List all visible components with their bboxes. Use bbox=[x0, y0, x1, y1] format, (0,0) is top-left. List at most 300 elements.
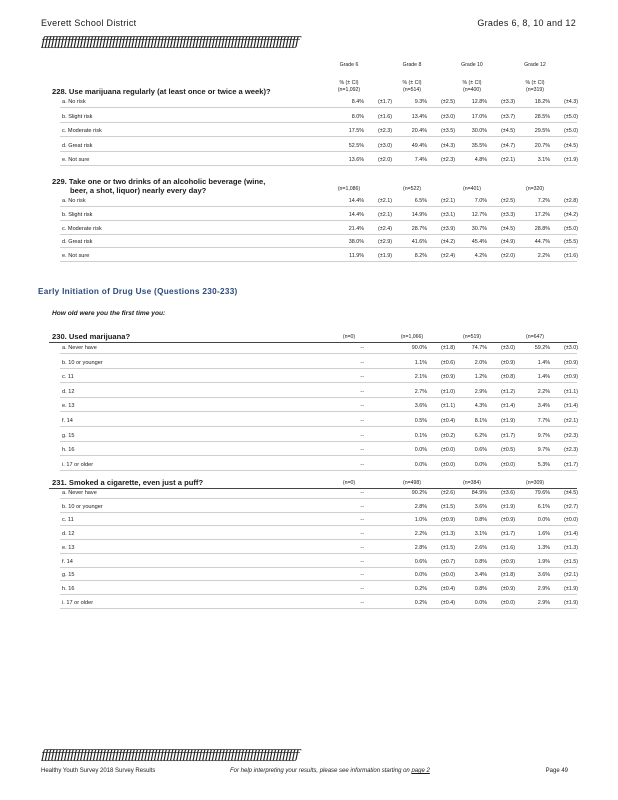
sample-size: (n=514) bbox=[402, 87, 422, 93]
footer-page-link[interactable]: page 2 bbox=[411, 768, 430, 774]
percent-value: 0.0% bbox=[474, 599, 487, 606]
percent-value: 0.0% bbox=[414, 461, 427, 468]
percent-value: 3.4% bbox=[474, 572, 487, 579]
percent-value: 2.9% bbox=[474, 388, 487, 395]
percent-value: 84.9% bbox=[471, 490, 487, 496]
response-label: a. No risk bbox=[62, 99, 86, 105]
percent-value: 12.8% bbox=[471, 99, 487, 105]
confidence-interval: (±2.1) bbox=[563, 572, 578, 579]
response-label: c. 11 bbox=[62, 374, 74, 381]
percent-value: -- bbox=[360, 345, 364, 351]
confidence-interval: (±1.7) bbox=[500, 432, 515, 439]
confidence-interval: (±0.4) bbox=[440, 585, 455, 592]
sample-size: (n=320) bbox=[525, 186, 545, 192]
confidence-interval: (±5.5) bbox=[563, 239, 578, 246]
confidence-interval: (±0.0) bbox=[563, 517, 578, 524]
response-label: f. 14 bbox=[62, 558, 73, 565]
sample-size: (n=0) bbox=[342, 480, 356, 486]
percent-value: 2.2% bbox=[537, 388, 550, 395]
response-label: g. 15 bbox=[62, 432, 75, 439]
confidence-interval: (±0.9) bbox=[440, 517, 455, 524]
percent-value: 52.5% bbox=[348, 142, 364, 149]
sample-size: (n=1,066) bbox=[400, 334, 424, 340]
percent-value: 35.5% bbox=[471, 142, 487, 149]
confidence-interval: (±2.3) bbox=[563, 447, 578, 454]
confidence-interval: (±5.0) bbox=[563, 113, 578, 120]
percent-value: -- bbox=[360, 447, 364, 454]
q230-rule bbox=[49, 342, 577, 343]
grades-label: Grades 6, 8, 10 and 12 bbox=[477, 18, 576, 28]
response-label: d. 12 bbox=[62, 388, 75, 395]
confidence-interval: (±1.4) bbox=[563, 403, 578, 410]
confidence-interval: (±0.5) bbox=[500, 447, 515, 454]
row-divider bbox=[60, 353, 577, 354]
response-label: e. 13 bbox=[62, 403, 75, 410]
percent-value: 9.7% bbox=[537, 432, 550, 439]
percent-value: 0.0% bbox=[537, 517, 550, 524]
confidence-interval: (±3.9) bbox=[440, 225, 455, 232]
percent-value: 90.0% bbox=[411, 345, 427, 351]
row-divider bbox=[60, 525, 577, 526]
confidence-interval: (±2.1) bbox=[500, 157, 515, 163]
confidence-interval: (±5.0) bbox=[563, 225, 578, 232]
q229-title-line2: beer, a shot, liquor) nearly every day? bbox=[70, 186, 207, 195]
percent-value: 3.6% bbox=[474, 503, 487, 510]
percent-value: 1.1% bbox=[414, 359, 427, 366]
row-divider bbox=[60, 382, 577, 383]
sample-size: (n=0) bbox=[342, 334, 356, 340]
response-label: h. 16 bbox=[62, 447, 75, 454]
confidence-interval: (±1.9) bbox=[563, 585, 578, 592]
percent-value: -- bbox=[360, 503, 364, 510]
page-number: Page 49 bbox=[545, 768, 568, 774]
percent-value: 90.2% bbox=[411, 490, 427, 496]
percent-value: -- bbox=[360, 359, 364, 366]
row-divider bbox=[60, 234, 577, 235]
percent-value: 0.0% bbox=[414, 447, 427, 454]
percent-value: 4.2% bbox=[474, 253, 487, 260]
q229-title-line1: 229. Take one or two drinks of an alcoholic beverage (wine, bbox=[52, 177, 266, 186]
confidence-interval: (±4.5) bbox=[500, 128, 515, 134]
percent-value: 12.7% bbox=[471, 211, 487, 218]
percent-value: 0.8% bbox=[474, 558, 487, 565]
response-label: b. Slight risk bbox=[62, 113, 93, 120]
district-name: Everett School District bbox=[41, 18, 137, 28]
row-divider bbox=[60, 107, 577, 108]
percent-value: 17.5% bbox=[348, 128, 364, 134]
confidence-interval: (±5.0) bbox=[563, 128, 578, 134]
confidence-interval: (±1.6) bbox=[563, 253, 578, 260]
percent-value: 2.1% bbox=[414, 374, 427, 381]
row-divider bbox=[60, 512, 577, 513]
percent-value: 44.7% bbox=[534, 239, 550, 246]
percent-value: 2.2% bbox=[414, 531, 427, 538]
confidence-interval: (±1.9) bbox=[563, 157, 578, 163]
confidence-interval: (±1.7) bbox=[563, 461, 578, 468]
row-divider bbox=[60, 539, 577, 540]
row-divider bbox=[60, 580, 577, 581]
confidence-interval: (±2.3) bbox=[563, 432, 578, 439]
percent-value: 3.1% bbox=[537, 157, 550, 163]
percent-value: 1.4% bbox=[537, 359, 550, 366]
percent-value: 2.9% bbox=[537, 599, 550, 606]
percent-value: 1.6% bbox=[537, 531, 550, 538]
percent-value: 79.6% bbox=[534, 490, 550, 496]
confidence-interval: (±3.5) bbox=[440, 128, 455, 134]
percent-value: 2.2% bbox=[537, 253, 550, 260]
response-label: c. 11 bbox=[62, 517, 74, 524]
percent-value: 1.3% bbox=[537, 544, 550, 551]
response-label: d. 12 bbox=[62, 531, 75, 538]
confidence-interval: (±1.2) bbox=[500, 388, 515, 395]
confidence-interval: (±4.5) bbox=[563, 490, 578, 496]
response-label: e. Not sure bbox=[62, 253, 90, 260]
confidence-interval: (±3.0) bbox=[377, 142, 392, 149]
column-header-grade: Grade 12 bbox=[524, 62, 546, 68]
percent-value: 7.0% bbox=[474, 198, 487, 204]
confidence-interval: (±4.2) bbox=[563, 211, 578, 218]
confidence-interval: (±1.1) bbox=[440, 403, 455, 410]
footer-survey-name: Healthy Youth Survey 2018 Survey Results bbox=[41, 768, 156, 774]
percent-value: 7.4% bbox=[414, 157, 427, 163]
percent-value: -- bbox=[360, 388, 364, 395]
percent-value: 11.9% bbox=[349, 253, 364, 260]
percent-value: 3.6% bbox=[537, 572, 550, 579]
row-divider bbox=[60, 220, 577, 221]
percent-value: -- bbox=[360, 374, 364, 381]
percent-value: 18.2% bbox=[534, 99, 550, 105]
response-label: d. Great risk bbox=[62, 142, 93, 149]
confidence-interval: (±0.4) bbox=[440, 418, 455, 424]
confidence-interval: (±0.9) bbox=[563, 359, 578, 366]
percent-value: 2.8% bbox=[414, 544, 427, 551]
confidence-interval: (±2.1) bbox=[377, 211, 392, 218]
percent-value: 45.4% bbox=[471, 239, 487, 246]
percent-value: 0.1% bbox=[414, 432, 427, 439]
sample-size: (n=498) bbox=[402, 480, 422, 486]
percent-value: 13.4% bbox=[411, 113, 427, 120]
confidence-interval: (±2.5) bbox=[440, 99, 455, 105]
confidence-interval: (±0.4) bbox=[440, 599, 455, 606]
row-divider bbox=[60, 206, 577, 207]
confidence-interval: (±2.5) bbox=[500, 198, 515, 204]
percent-value: 28.8% bbox=[534, 225, 550, 232]
percent-value: 8.0% bbox=[351, 113, 364, 120]
response-label: i. 17 or older bbox=[62, 461, 94, 468]
percent-value: -- bbox=[360, 572, 364, 579]
confidence-interval: (±1.5) bbox=[440, 544, 455, 551]
confidence-interval: (±0.0) bbox=[440, 461, 455, 468]
confidence-interval: (±0.0) bbox=[440, 447, 455, 454]
percent-value: 8.2% bbox=[414, 253, 427, 260]
confidence-interval: (±4.5) bbox=[500, 225, 515, 232]
confidence-interval: (±4.2) bbox=[440, 239, 455, 246]
percent-value: 30.0% bbox=[471, 128, 487, 134]
confidence-interval: (±2.4) bbox=[377, 225, 392, 232]
percent-value: 74.7% bbox=[471, 345, 487, 351]
sample-size: (n=522) bbox=[402, 186, 422, 192]
confidence-interval: (±4.7) bbox=[500, 142, 515, 149]
confidence-interval: (±4.9) bbox=[500, 239, 515, 246]
row-divider bbox=[60, 136, 577, 137]
q231-title: 231. Smoked a cigarette, even just a puff? bbox=[52, 478, 204, 487]
response-label: h. 16 bbox=[62, 585, 75, 592]
row-divider bbox=[60, 165, 577, 166]
row-divider bbox=[60, 470, 577, 471]
sample-size: (n=401) bbox=[462, 186, 482, 192]
column-subheader: % (± CI) bbox=[339, 80, 359, 86]
percent-value: 20.4% bbox=[411, 128, 427, 134]
percent-value: 1.2% bbox=[474, 374, 487, 381]
q231-rule bbox=[49, 488, 577, 489]
row-divider bbox=[60, 498, 577, 499]
row-divider bbox=[60, 441, 577, 442]
row-divider bbox=[60, 553, 577, 554]
confidence-interval: (±1.4) bbox=[500, 403, 515, 410]
confidence-interval: (±1.8) bbox=[500, 572, 515, 579]
percent-value: 2.8% bbox=[414, 503, 427, 510]
column-header-grade: Grade 6 bbox=[339, 62, 359, 68]
section-intro: How old were you the first time you: bbox=[52, 310, 166, 317]
response-label: b. 10 or younger bbox=[62, 503, 103, 510]
footer-help-prefix: For help interpreting your results, please see information starting on bbox=[230, 768, 412, 774]
percent-value: 9.3% bbox=[414, 99, 427, 105]
response-label: b. Slight risk bbox=[62, 211, 93, 218]
percent-value: 21.4% bbox=[348, 225, 364, 232]
percent-value: -- bbox=[360, 418, 364, 424]
percent-value: 6.2% bbox=[474, 432, 487, 439]
sample-size: (n=519) bbox=[462, 334, 482, 340]
percent-value: -- bbox=[360, 599, 364, 606]
sample-size: (n=1,086) bbox=[337, 186, 361, 192]
confidence-interval: (±1.3) bbox=[563, 544, 578, 551]
percent-value: 3.4% bbox=[537, 403, 550, 410]
percent-value: 14.4% bbox=[348, 211, 364, 218]
column-header-grade: Grade 10 bbox=[461, 62, 483, 68]
response-label: f. 14 bbox=[62, 418, 73, 424]
sample-size: (n=384) bbox=[462, 480, 482, 486]
percent-value: 4.3% bbox=[474, 403, 487, 410]
percent-value: 30.7% bbox=[471, 225, 487, 232]
confidence-interval: (±0.2) bbox=[440, 432, 455, 439]
confidence-interval: (±0.0) bbox=[500, 461, 515, 468]
decorative-divider-bottom: ƒƒƒƒƒƒƒƒƒƒƒƒƒƒƒƒƒƒƒƒƒƒƒƒƒƒƒƒƒƒƒƒƒƒƒƒƒƒƒƒƒƒƒƒƒƒƒƒƒƒƒƒƒƒƒƒƒƒƒƒƒƒƒƒƒƒƒƒƒƒƒƒƒƒƒƒƒƒƒƒ bbox=[41, 748, 298, 763]
response-label: c. Moderate risk bbox=[62, 225, 102, 232]
section-title: Early Initiation of Drug Use (Questions 230-233) bbox=[38, 287, 238, 296]
percent-value: -- bbox=[360, 432, 364, 439]
response-label: i. 17 or older bbox=[62, 599, 94, 606]
sample-size: (n=400) bbox=[462, 87, 482, 93]
confidence-interval: (±1.6) bbox=[500, 544, 515, 551]
column-subheader: % (± CI) bbox=[525, 80, 545, 86]
confidence-interval: (±2.0) bbox=[500, 253, 515, 260]
percent-value: 6.5% bbox=[414, 198, 427, 204]
percent-value: 2.0% bbox=[474, 359, 487, 366]
confidence-interval: (±0.0) bbox=[440, 572, 455, 579]
confidence-interval: (±2.0) bbox=[377, 157, 392, 163]
percent-value: 7.7% bbox=[537, 418, 550, 424]
confidence-interval: (±0.9) bbox=[500, 558, 515, 565]
percent-value: 41.6% bbox=[411, 239, 427, 246]
percent-value: 17.2% bbox=[534, 211, 550, 218]
percent-value: 1.4% bbox=[537, 374, 550, 381]
percent-value: 3.6% bbox=[414, 403, 427, 410]
percent-value: 49.4% bbox=[411, 142, 427, 149]
sample-size: (n=647) bbox=[525, 334, 545, 340]
confidence-interval: (±0.7) bbox=[440, 558, 455, 565]
percent-value: 59.2% bbox=[534, 345, 550, 351]
confidence-interval: (±1.3) bbox=[440, 531, 455, 538]
confidence-interval: (±1.5) bbox=[563, 558, 578, 565]
percent-value: 2.6% bbox=[474, 544, 487, 551]
row-divider bbox=[60, 122, 577, 123]
percent-value: 0.2% bbox=[414, 585, 427, 592]
confidence-interval: (±4.5) bbox=[563, 142, 578, 149]
row-divider bbox=[60, 397, 577, 398]
confidence-interval: (±0.9) bbox=[500, 585, 515, 592]
confidence-interval: (±3.1) bbox=[440, 211, 455, 218]
percent-value: 17.0% bbox=[471, 113, 487, 120]
confidence-interval: (±0.6) bbox=[440, 359, 455, 366]
confidence-interval: (±3.0) bbox=[500, 345, 515, 351]
response-label: b. 10 or younger bbox=[62, 359, 103, 366]
confidence-interval: (±4.3) bbox=[563, 99, 578, 105]
confidence-interval: (±3.0) bbox=[440, 113, 455, 120]
row-divider bbox=[60, 455, 577, 456]
row-divider bbox=[60, 151, 577, 152]
percent-value: 14.9% bbox=[411, 211, 427, 218]
column-subheader: % (± CI) bbox=[402, 80, 422, 86]
percent-value: 28.7% bbox=[411, 225, 427, 232]
percent-value: 20.7% bbox=[534, 142, 550, 149]
confidence-interval: (±0.8) bbox=[500, 374, 515, 381]
response-label: e. Not sure bbox=[62, 157, 90, 163]
confidence-interval: (±1.6) bbox=[377, 113, 392, 120]
decorative-divider-top: ƒƒƒƒƒƒƒƒƒƒƒƒƒƒƒƒƒƒƒƒƒƒƒƒƒƒƒƒƒƒƒƒƒƒƒƒƒƒƒƒƒƒƒƒƒƒƒƒƒƒƒƒƒƒƒƒƒƒƒƒƒƒƒƒƒƒƒƒƒƒƒƒƒƒƒƒƒƒƒƒ bbox=[41, 35, 298, 50]
percent-value: 0.6% bbox=[414, 558, 427, 565]
sample-size: (n=309) bbox=[525, 480, 545, 486]
confidence-interval: (±1.4) bbox=[563, 531, 578, 538]
confidence-interval: (±2.4) bbox=[440, 253, 455, 260]
percent-value: 5.3% bbox=[537, 461, 550, 468]
response-label: c. Moderate risk bbox=[62, 128, 102, 134]
percent-value: 0.5% bbox=[414, 418, 427, 424]
percent-value: 2.9% bbox=[537, 585, 550, 592]
confidence-interval: (±2.3) bbox=[377, 128, 392, 134]
row-divider bbox=[60, 261, 577, 262]
row-divider bbox=[60, 247, 577, 248]
percent-value: 6.1% bbox=[537, 503, 550, 510]
column-subheader: % (± CI) bbox=[462, 80, 482, 86]
percent-value: 4.8% bbox=[474, 157, 487, 163]
percent-value: 0.8% bbox=[474, 585, 487, 592]
response-label: a. Never have bbox=[62, 345, 97, 351]
row-divider bbox=[60, 411, 577, 412]
confidence-interval: (±4.3) bbox=[440, 142, 455, 149]
sample-size: (n=319) bbox=[525, 87, 545, 93]
percent-value: 9.7% bbox=[537, 447, 550, 454]
response-label: a. Never have bbox=[62, 490, 97, 496]
confidence-interval: (±1.7) bbox=[377, 99, 392, 105]
percent-value: 0.8% bbox=[474, 517, 487, 524]
confidence-interval: (±2.9) bbox=[377, 239, 392, 246]
q228-title: 228. Use marijuana regularly (at least once or twice a week)? bbox=[52, 87, 271, 96]
row-divider bbox=[60, 426, 577, 427]
percent-value: -- bbox=[360, 585, 364, 592]
confidence-interval: (±1.1) bbox=[563, 388, 578, 395]
response-label: e. 13 bbox=[62, 544, 75, 551]
response-label: d. Great risk bbox=[62, 239, 93, 246]
response-label: a. No risk bbox=[62, 198, 86, 204]
confidence-interval: (±1.0) bbox=[440, 388, 455, 395]
confidence-interval: (±1.7) bbox=[500, 531, 515, 538]
percent-value: 28.5% bbox=[534, 113, 550, 120]
percent-value: -- bbox=[360, 531, 364, 538]
percent-value: -- bbox=[360, 517, 364, 524]
confidence-interval: (±2.3) bbox=[440, 157, 455, 163]
confidence-interval: (±3.7) bbox=[500, 113, 515, 120]
percent-value: 8.1% bbox=[474, 418, 487, 424]
confidence-interval: (±0.9) bbox=[563, 374, 578, 381]
response-label: g. 15 bbox=[62, 572, 75, 579]
confidence-interval: (±0.9) bbox=[500, 517, 515, 524]
confidence-interval: (±0.9) bbox=[500, 359, 515, 366]
percent-value: 8.4% bbox=[351, 99, 364, 105]
percent-value: 29.5% bbox=[534, 128, 550, 134]
percent-value: 0.0% bbox=[414, 572, 427, 579]
percent-value: 0.0% bbox=[474, 461, 487, 468]
row-divider bbox=[60, 608, 577, 609]
confidence-interval: (±0.9) bbox=[440, 374, 455, 381]
percent-value: -- bbox=[360, 558, 364, 565]
percent-value: 2.7% bbox=[414, 388, 427, 395]
confidence-interval: (±1.8) bbox=[440, 345, 455, 351]
confidence-interval: (±3.3) bbox=[500, 211, 515, 218]
percent-value: 14.4% bbox=[348, 198, 364, 204]
confidence-interval: (±0.0) bbox=[500, 599, 515, 606]
percent-value: 0.2% bbox=[414, 599, 427, 606]
confidence-interval: (±2.1) bbox=[563, 418, 578, 424]
column-header-grade: Grade 8 bbox=[402, 62, 422, 68]
confidence-interval: (±1.5) bbox=[440, 503, 455, 510]
confidence-interval: (±1.9) bbox=[563, 599, 578, 606]
percent-value: 7.2% bbox=[537, 198, 550, 204]
confidence-interval: (±2.6) bbox=[440, 490, 455, 496]
row-divider bbox=[60, 368, 577, 369]
sample-size: (n=1,092) bbox=[337, 87, 361, 93]
confidence-interval: (±1.9) bbox=[377, 253, 392, 260]
percent-value: 13.6% bbox=[348, 157, 364, 163]
row-divider bbox=[60, 567, 577, 568]
q230-title: 230. Used marijuana? bbox=[52, 332, 131, 341]
confidence-interval: (±2.1) bbox=[377, 198, 392, 204]
row-divider bbox=[60, 594, 577, 595]
confidence-interval: (±3.0) bbox=[563, 345, 578, 351]
confidence-interval: (±3.3) bbox=[500, 99, 515, 105]
confidence-interval: (±2.7) bbox=[563, 503, 578, 510]
percent-value: 3.1% bbox=[474, 531, 487, 538]
footer-help-text bbox=[230, 768, 430, 774]
percent-value: 38.0% bbox=[348, 239, 364, 246]
percent-value: -- bbox=[360, 461, 364, 468]
percent-value: -- bbox=[360, 544, 364, 551]
percent-value: -- bbox=[360, 403, 364, 410]
confidence-interval: (±1.9) bbox=[500, 418, 515, 424]
confidence-interval: (±2.1) bbox=[440, 198, 455, 204]
percent-value: 1.9% bbox=[537, 558, 550, 565]
confidence-interval: (±2.8) bbox=[563, 198, 578, 204]
percent-value: 1.0% bbox=[414, 517, 427, 524]
